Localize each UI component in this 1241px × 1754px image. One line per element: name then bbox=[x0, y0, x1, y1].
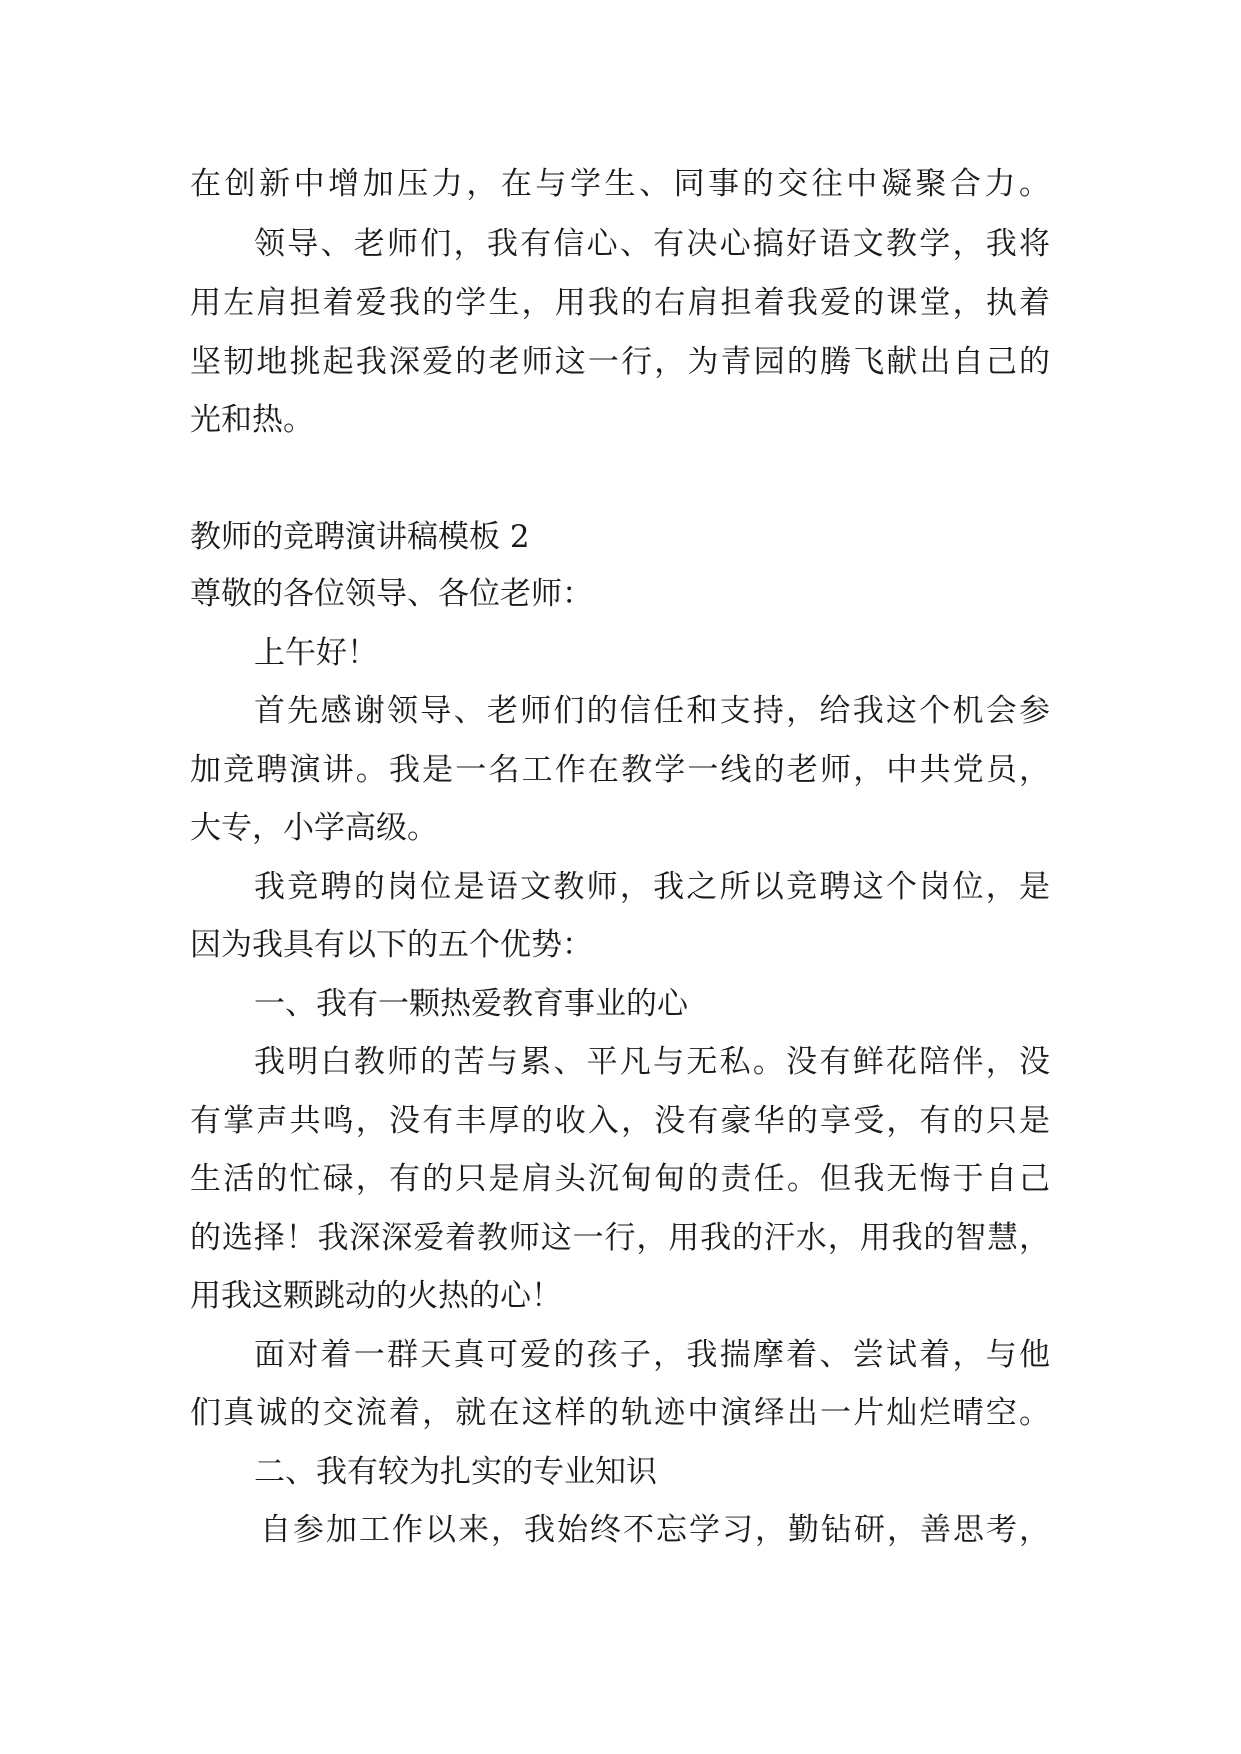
section-title: 教师的竞聘演讲稿模板 2 bbox=[190, 519, 530, 555]
paragraph-line: 领导、老师们，我有信心、有决心搞好语文教学，我将 bbox=[254, 226, 1050, 262]
paragraph-line: 的选择！我深深爱着教师这一行，用我的汗水，用我的智慧， bbox=[190, 1220, 1050, 1256]
paragraph-line: 用我这颗跳动的火热的心！ bbox=[190, 1278, 562, 1314]
paragraph-line: 首先感谢领导、老师们的信任和支持，给我这个机会参 bbox=[254, 693, 1050, 729]
paragraph-line: 用左肩担着爱我的学生，用我的右肩担着我爱的课堂，执着 bbox=[190, 285, 1050, 321]
paragraph-line: 生活的忙碌，有的只是肩头沉甸甸的责任。但我无悔于自己 bbox=[190, 1161, 1050, 1197]
paragraph-line: 加竞聘演讲。我是一名工作在教学一线的老师，中共党员， bbox=[190, 752, 1050, 788]
paragraph-line: 有掌声共鸣，没有丰厚的收入，没有豪华的享受，有的只是 bbox=[190, 1103, 1050, 1139]
list-heading: 一、我有一颗热爱教育事业的心 bbox=[254, 986, 688, 1022]
salutation: 尊敬的各位领导、各位老师： bbox=[190, 576, 593, 612]
paragraph-line: 大专，小学高级。 bbox=[190, 810, 438, 846]
paragraph-line: 坚韧地挑起我深爱的老师这一行，为青园的腾飞献出自己的 bbox=[190, 344, 1050, 380]
paragraph-line: 们真诚的交流着，就在这样的轨迹中演绎出一片灿烂晴空。 bbox=[190, 1395, 1050, 1431]
paragraph-line: 面对着一群天真可爱的孩子，我揣摩着、尝试着，与他 bbox=[254, 1337, 1050, 1373]
paragraph-line: 我竞聘的岗位是语文教师，我之所以竞聘这个岗位，是 bbox=[254, 869, 1050, 905]
greeting: 上午好！ bbox=[254, 635, 378, 671]
paragraph-line: 在创新中增加压力，在与学生、同事的交往中凝聚合力。 bbox=[190, 166, 1050, 202]
list-heading: 二、我有较为扎实的专业知识 bbox=[254, 1454, 657, 1490]
paragraph-line: 我明白教师的苦与累、平凡与无私。没有鲜花陪伴，没 bbox=[254, 1044, 1050, 1080]
paragraph-line: 光和热。 bbox=[190, 402, 314, 438]
paragraph-line: 因为我具有以下的五个优势： bbox=[190, 927, 593, 963]
paragraph-line: 自参加工作以来，我始终不忘学习，勤钻研，善思考， bbox=[260, 1512, 1050, 1548]
